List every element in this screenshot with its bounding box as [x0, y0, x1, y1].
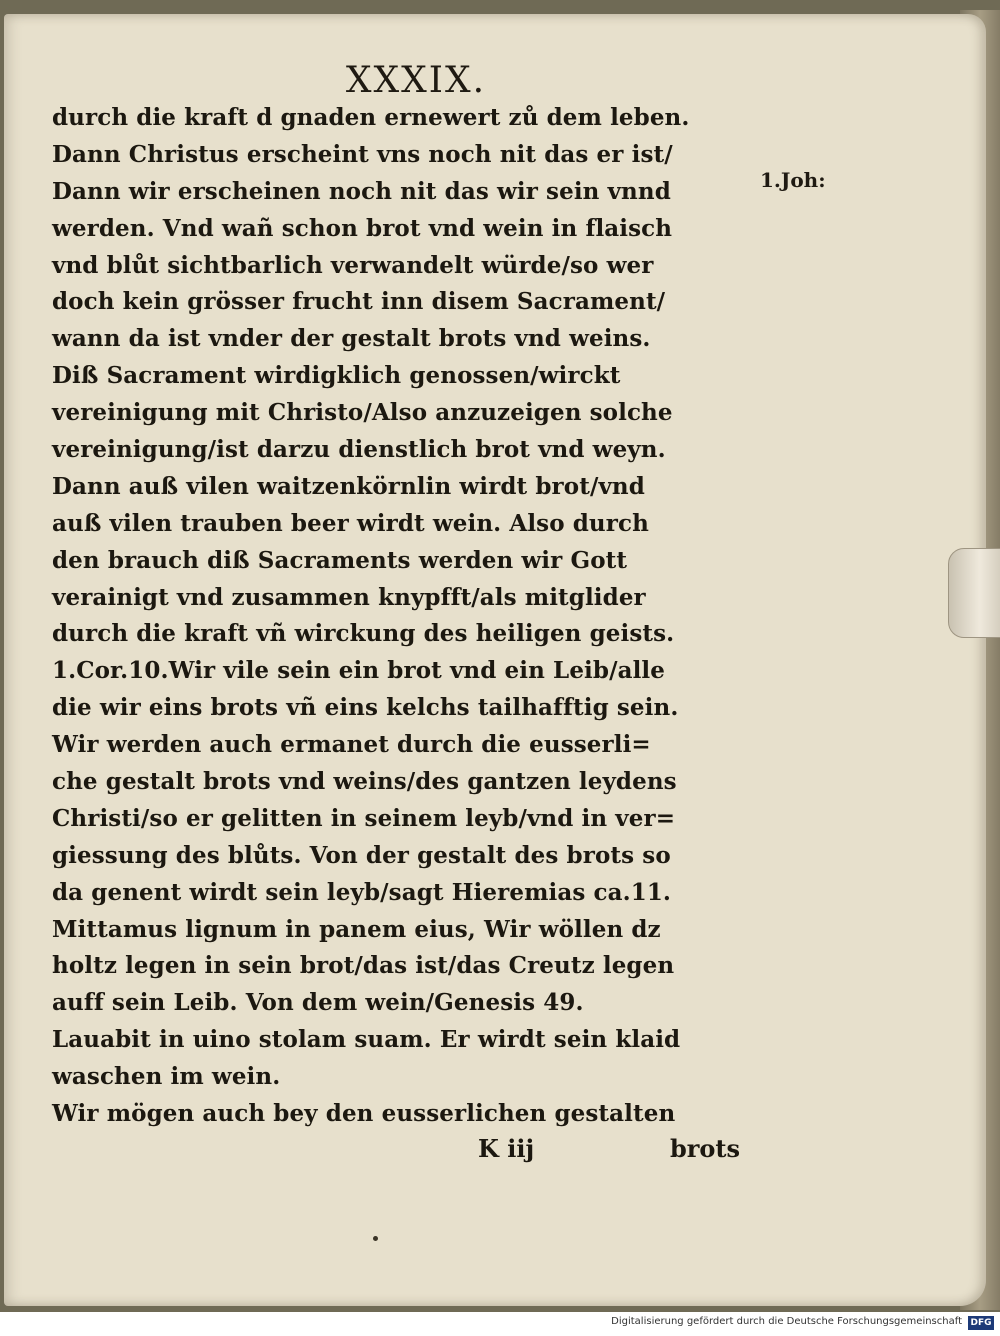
text-line: waschen im wein. [52, 1063, 281, 1091]
footer-bar [0, 1312, 1000, 1336]
page-dot [373, 1236, 378, 1241]
text-line: giessung des blůts. Von der gestalt des brots so [52, 841, 671, 869]
marginal-note: 1.Joh: [760, 168, 826, 192]
signature-line [478, 1134, 740, 1168]
text-line: vereinigung/ist darzu dienstlich brot vnd weyn. [52, 436, 666, 464]
text-line: durch die kraft vñ wirckung des heiligen geists. [52, 620, 675, 648]
text-line: vnd blůt sichtbarlich verwandelt würde/so wer [52, 251, 654, 279]
text-line: Christi/so er gelitten in seinem leyb/vnd in ver= [52, 804, 676, 832]
text-line: auß vilen trauben beer wirdt wein. Also durch [52, 509, 649, 537]
text-line: durch die kraft d gnaden ernewert zů dem leben. [52, 104, 690, 131]
text-line: Dann wir erscheinen noch nit das wir sein vnnd [52, 177, 671, 205]
footer-credit: Digitalisierung gefördert durch die Deutsche Forschungsgemeinschaft [611, 1316, 962, 1327]
text-line: auff sein Leib. Von dem wein/Genesis 49. [52, 989, 584, 1017]
text-line: Wir werden auch ermanet durch die eusserli= [52, 731, 651, 759]
text-line: Diß Sacrament wirdigklich genossen/wirckt [52, 362, 621, 390]
text-line: die wir eins brots vñ eins kelchs tailhafftig sein. [52, 694, 679, 722]
text-line: da genent wirdt sein leyb/sagt Hieremias ca.11. [52, 878, 672, 906]
text-line: holtz legen in sein brot/das ist/das Creutz legen [52, 952, 675, 980]
signature-mark: K iij [478, 1134, 535, 1163]
text-line: wann da ist vnder der gestalt brots vnd weins. [52, 325, 651, 353]
text-line: Dann auß vilen waitzenkörnlin wirdt brot/vnd [52, 472, 645, 500]
dfg-logo: DFG [968, 1316, 994, 1330]
text-line: den brauch diß Sacraments werden wir Gott [52, 546, 628, 574]
text-line: Wir mögen auch bey den eusserlichen gestalten [52, 1100, 676, 1128]
text-line: werden. Vnd wañ schon brot vnd wein in flaisch [52, 214, 673, 242]
folio-number: XXXIX. [345, 60, 487, 101]
text-line: verainigt vnd zusammen knypfft/als mitglider [52, 583, 646, 611]
text-block [52, 100, 752, 1133]
text-line: Lauabit in uino stolam suam. Er wirdt sein klaid [52, 1026, 681, 1054]
catchword: brots [669, 1134, 740, 1163]
text-line: Dann Christus erscheint vns noch nit das er ist/ [52, 140, 673, 168]
text-line: Mittamus lignum in panem eius, Wir wöllen dz [52, 915, 661, 943]
text-line: vereinigung mit Christo/Also anzuzeigen solche [52, 399, 673, 427]
text-line: che gestalt brots vnd weins/des gantzen leydens [52, 768, 677, 796]
text-line: doch kein grösser frucht inn disem Sacrament/ [52, 288, 666, 316]
page-tab-marker [948, 548, 1000, 638]
text-line: 1.Cor.10.Wir vile sein ein brot vnd ein Leib/alle [52, 657, 665, 685]
